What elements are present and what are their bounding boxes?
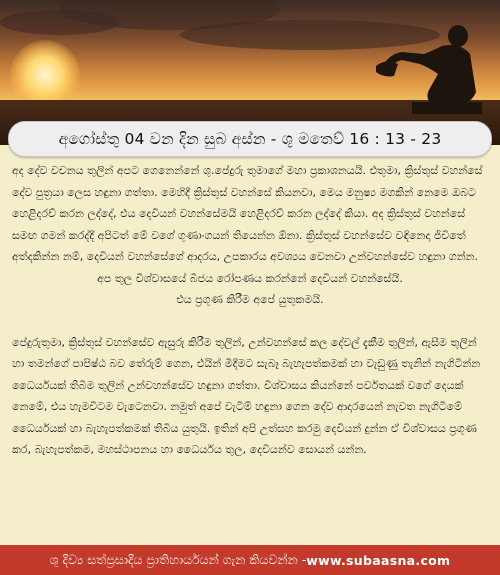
paragraph-reflection: අද දේව වචනය තුලින් අපට ගෙනෙන්නේ ශු.පේදුරු තුමාගේ මහා ප්‍රකාශනයයි. එතුමා, ක්‍රිස්තුස් වහන්සේ දේව පුත්‍රයා ලෙස හඳුනා ගත්තා. මෙහිදී ක්‍රිස්තුස් වහන්සේ කියනවා, මෙය මනුෂ්‍ය මගකින් නෙමෙ ඔබට හෙළිදරව් කරන ලද්දේ, එය දෙවියන් වහන්සේමයි හෙළිදරව් කරන ලද්දේ කියා. අද ක්‍රිස්තුස් වහන්සේ සමඟ ගමන් කරද්දී අපිටත් මේ වගේ ගුණාංගයන් තියෙන්න ඕනා. ක්‍රිස්තුස් වහන්සේව වඳිනෙදා ජිවිතේ අත්දකින්න නම්, දෙවියන් වහන්සේගේ ආදරය, උපකාරය අවශ්‍යය වෙනවා උන්වහන්සේව හඳුනා ගන්න. — [12, 164, 483, 263]
cloud-shape — [0, 10, 120, 35]
footer-bar[interactable] — [0, 545, 500, 575]
page-title: අගෝස්තු 04 වන දින සුබ අස්න - ශු මතෙව් 16 : 13 - 23 — [58, 129, 442, 148]
website-link[interactable]: www.subaasna.com — [306, 552, 451, 568]
reading-text — [12, 160, 488, 540]
kneeling-man-silhouette-icon — [372, 14, 482, 114]
footer-text: ශු දිව්‍ය සත්ප්‍රසාදිය ප්‍රාතිහාර්යයන් ගැන කියවන්න - — [49, 552, 307, 567]
center-line-seed-of-faith: අප තුල විශ්වාසයේ බීජය රෝපණය කරන්නේ දෙවියන් වහන්සේයි. — [97, 271, 403, 285]
paragraph-peter: පේදුරුතුමා, ක්‍රිස්තුස් වහන්සේව ඇසුරු කිරීම තුලින්, උන්වහන්සේ කල දේවල් දැකීම තුලින්, ඇසීම තුලින් හා තමන්ගේ පාපිෂ්ඨ බව තේරුම් ගෙන, එයින් මිදීමට සැබෑ බැහැපත්කමක් හා වැඩුණු තැනින් නැගිටින්න ධෛර්යයක් තිබීම තුලින් උන්වහන්සේව හඳුනා ගත්තා. විශ්වාසය කියන්නේ පර්වතයක් වගේ දෙයක් නෙමේ, එය හැමවිටම වැටෙනවා. නමුත් අපේ වැටීම් හඳුනා ගෙන දේව ආදාරයෙන් නැවත නැගිටීමේ ධෛර්යයක් හා බැහැපත්කමක් තිබිය යුතුයි. ඉතින් අපි උත්සහ කරමු දෙවියන් දුන්න ඒ විශ්වාසය ප්‍රගුණ කර, බැහැපත්කම, මහස්ථාපනය හා ධෛර්යය තුල, දෙවියන්ව සොයන් යන්න. — [12, 335, 481, 456]
paragraph-spacer — [12, 311, 488, 332]
title-bar — [8, 121, 492, 157]
center-line-duty: එය ප්‍රගුණ කිරීම අපේ යුතුකමයි. — [176, 293, 324, 306]
